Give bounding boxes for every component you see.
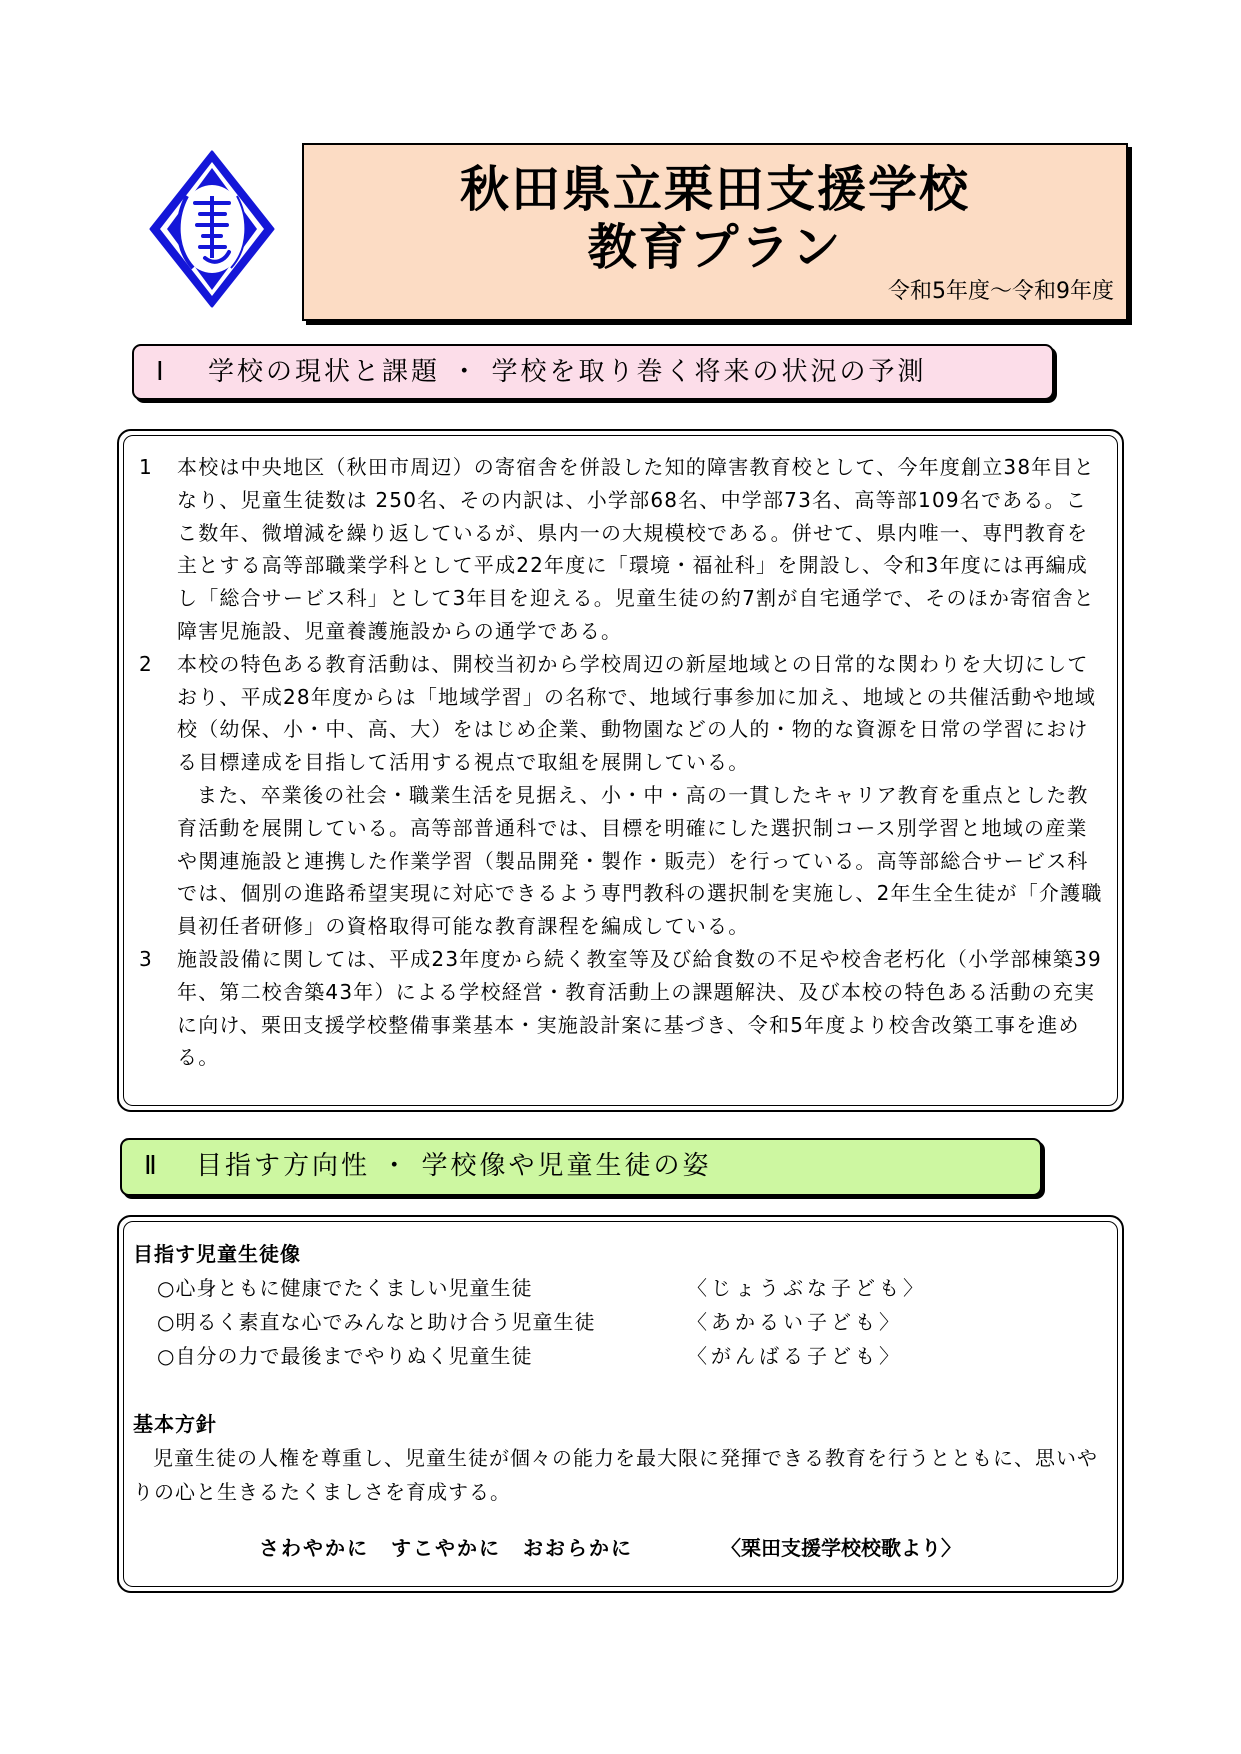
motto-text: さわやかに すこやかに おおらかに: [259, 1536, 633, 1560]
school-name-title: 秋田県立栗田支援学校: [459, 161, 970, 218]
goal-keyword: 〈じょうぶな子ども〉: [687, 1276, 927, 1300]
goal-row: [133, 1305, 1108, 1339]
school-emblem-icon: [145, 148, 280, 310]
goal-keyword: 〈あかるい子ども〉: [687, 1310, 903, 1334]
item-text: 本校の特色ある教育活動は、開校当初から学校周辺の新屋地域との日常的な関わりを大切にしており、平成28年度からは「地域学習」の名称で、地域行事参加に加え、地域との共催活動や地域校（幼保、小・中、高、大）をはじめ企業、動物園などの人的・物的な資源を日常の学習における目標達成を目指して活用する視点で取組を展開している。: [177, 651, 1097, 775]
section1-content-box: [117, 429, 1124, 1112]
motto-source: 〈栗田支援学校校歌より〉: [721, 1536, 961, 1560]
plan-title: 教育プラン: [587, 219, 843, 276]
goal-keyword: 〈がんばる子ども〉: [687, 1344, 903, 1368]
policy-text: 児童生徒の人権を尊重し、児童生徒が個々の能力を最大限に発揮できる教育を行うとともに、思いやりの心と生きるたくましさを育成する。: [133, 1446, 1098, 1504]
section1-number: Ⅰ: [156, 357, 167, 387]
goal-row: [133, 1271, 1108, 1305]
title-banner: [302, 143, 1128, 321]
section2-content-box: [117, 1215, 1124, 1593]
goal-row: [133, 1339, 1108, 1373]
goal-text: ○自分の力で最後までやりぬく児童生徒: [157, 1344, 533, 1368]
list-item: [139, 648, 1108, 779]
plan-period: 令和5年度～令和9年度: [888, 279, 1114, 304]
item-number: 3: [139, 946, 153, 971]
section2-title: 目指す方向性 ・ 学校像や児童生徒の姿: [196, 1151, 712, 1181]
item-text: 本校は中央地区（秋田市周辺）の寄宿舎を併設した知的障害教育校として、今年度創立38年目となり、児童生徒数は 250名、その内訳は、小学部68名、中学部73名、高等部109名である。ここ数年、微増減を繰り返しているが、県内一の大規模校である。併せて、県内唯一、専門教育を主とする高等部職業学科として平成22年度に「環境・福祉科」を開設し、令和3年度には再編成し「総合サービス科」として3年目を迎える。児童生徒の約7割が自宅通学で、そのほか寄宿舎と障害児施設、児童養護施設からの通学である。: [177, 455, 1095, 643]
goals-heading: 目指す児童生徒像: [133, 1242, 301, 1266]
policy-heading: 基本方針: [133, 1412, 217, 1436]
section2-text: [133, 1237, 1108, 1509]
goal-text: ○明るく素直な心でみんなと助け合う児童生徒: [157, 1310, 596, 1334]
goal-text: ○心身ともに健康でたくましい児童生徒: [157, 1276, 533, 1300]
section1-title: 学校の現状と課題 ・ 学校を取り巻く将来の状況の予測: [208, 357, 927, 387]
item-text: 施設設備に関しては、平成23年度から続く教室等及び給食数の不足や校舎老朽化（小学部棟築39年、第二校舎築43年）による学校経営・教育活動上の課題解決、及び本校の特色ある活動の充実に向け、栗田支援学校整備事業基本・実施設計案に基づき、令和5年度より校舎改築工事を進める。: [177, 946, 1102, 1070]
section2-number: Ⅱ: [144, 1151, 160, 1181]
list-item-continuation: また、卒業後の社会・職業生活を見据え、小・中・高の一貫したキャリア教育を重点とした教育活動を展開している。高等部普通科では、目標を明確にした選択制コース別学習と地域の産業や関連施設と連携した作業学習（製品開発・製作・販売）を行っている。高等部総合サービス科では、個別の進路希望実現に対応できるよう専門教科の選択制を実施し、2年生全生徒が「介護職員初任者研修」の資格取得可能な教育課程を編成している。: [177, 782, 1103, 939]
section1-heading: [132, 344, 1054, 400]
item-number: 2: [139, 651, 153, 676]
list-item: [139, 943, 1108, 1074]
list-item: [139, 451, 1108, 648]
section2-heading: [120, 1138, 1042, 1196]
item-number: 1: [139, 455, 153, 479]
section1-text: [139, 451, 1108, 1074]
